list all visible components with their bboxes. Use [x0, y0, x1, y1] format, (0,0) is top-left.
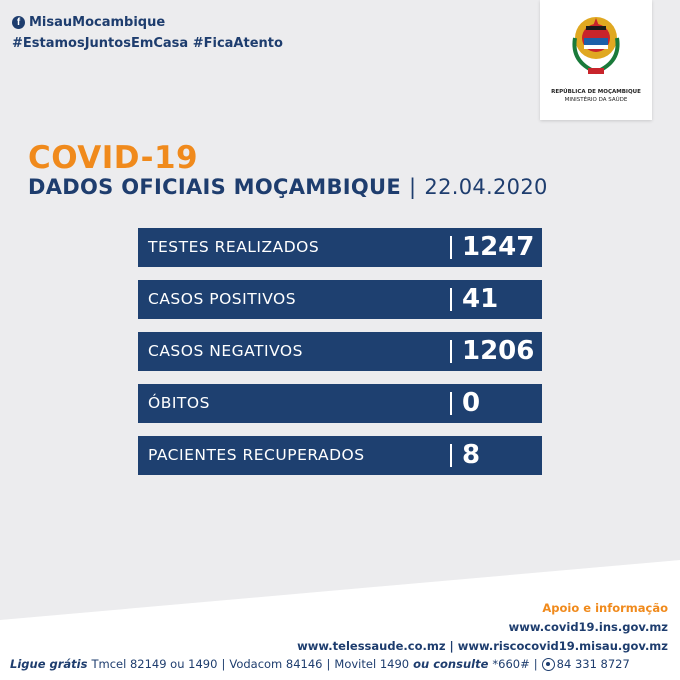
stat-value: 41 [462, 284, 499, 314]
whatsapp-icon [542, 658, 555, 671]
stat-label: ÓBITOS [148, 394, 210, 412]
ussd-code: *660# [492, 657, 530, 671]
emblem-line-ministry: MINISTÉRIO DA SAÚDE [564, 97, 628, 103]
links-sites[interactable]: www.telessaude.co.mz | www.riscocovid19.misau.gov.mz [297, 639, 668, 653]
stat-row-negative [138, 332, 542, 371]
whatsapp-number: 84 331 8727 [556, 657, 630, 671]
stat-value: 1206 [462, 336, 535, 366]
stat-value: 8 [462, 440, 481, 470]
hashtags: #EstamosJuntosEmCasa #FicaAtento [12, 36, 283, 51]
link-ins[interactable]: www.covid19.ins.gov.mz [508, 620, 668, 634]
consult-label: ou consulte [413, 657, 489, 671]
subtitle-separator: | [409, 175, 417, 199]
divider: | [221, 657, 226, 671]
page-title: COVID-19 [28, 140, 199, 176]
subtitle-text: DADOS OFICIAIS MOÇAMBIQUE [28, 175, 402, 199]
stat-label: CASOS NEGATIVOS [148, 342, 303, 360]
stat-divider [450, 444, 452, 467]
stat-label: CASOS POSITIVOS [148, 290, 297, 308]
facebook-row[interactable] [12, 12, 283, 33]
stat-divider [450, 340, 452, 363]
report-date: 22.04.2020 [424, 175, 548, 199]
stat-row-deaths [138, 384, 542, 423]
facebook-icon: f [12, 16, 25, 29]
movitel-number: Movitel 1490 [334, 657, 410, 671]
stat-label: TESTES REALIZADOS [148, 238, 320, 256]
stat-row-recovered [138, 436, 542, 475]
stat-divider [450, 288, 452, 311]
stats-table [138, 228, 542, 488]
social-block [12, 12, 283, 54]
page-subtitle [28, 175, 548, 199]
support-heading: Apoio e informação [542, 601, 668, 615]
ministry-emblem-card [540, 0, 652, 120]
stat-label: PACIENTES RECUPERADOS [148, 446, 365, 464]
stat-value: 0 [462, 388, 481, 418]
stat-divider [450, 236, 452, 259]
stat-value: 1247 [462, 232, 535, 262]
stat-row-positive [138, 280, 542, 319]
coat-of-arms-icon [566, 10, 626, 82]
stat-row-tests [138, 228, 542, 267]
stat-divider [450, 392, 452, 415]
divider: | [533, 657, 538, 671]
emblem-line-republic: REPÚBLICA DE MOÇAMBIQUE [551, 89, 641, 95]
free-call-label: Ligue grátis [10, 657, 88, 671]
facebook-handle[interactable]: MisauMocambique [29, 15, 166, 30]
tmcel-number: Tmcel 82149 ou 1490 [91, 657, 218, 671]
vodacom-number: Vodacom 84146 [229, 657, 323, 671]
divider: | [326, 657, 331, 671]
contact-line [10, 657, 630, 671]
